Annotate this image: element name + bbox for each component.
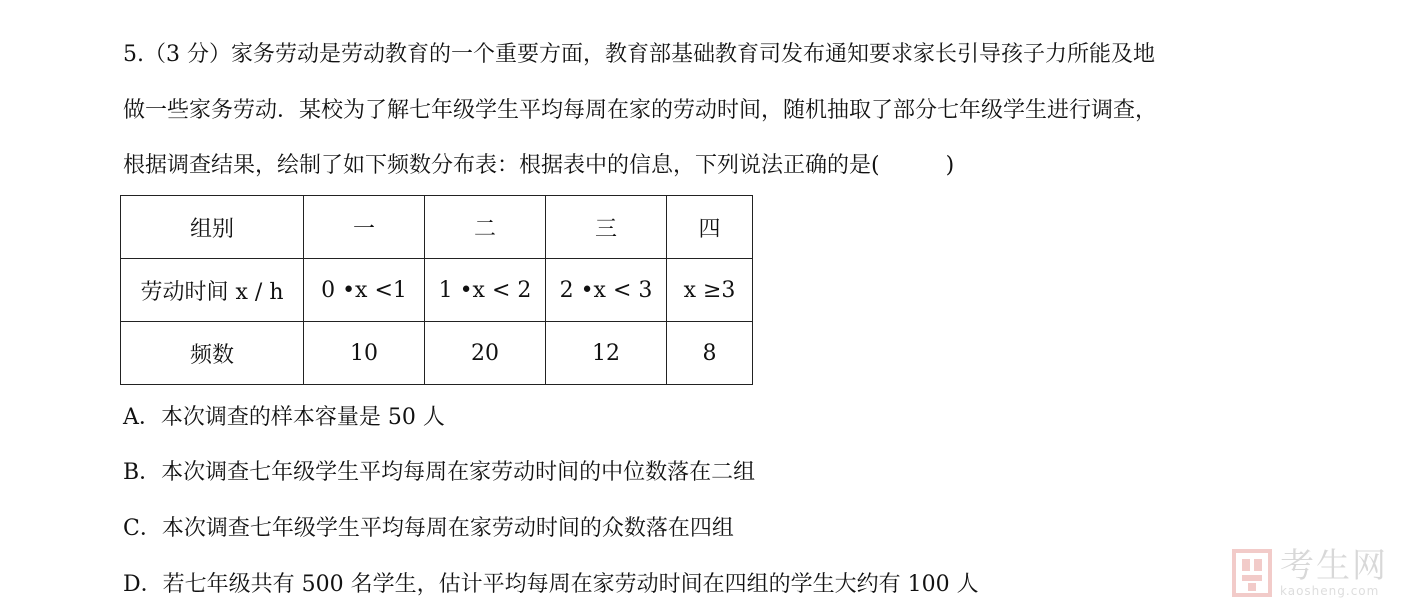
- table-cell: 12: [546, 322, 667, 385]
- table-cell: 二: [425, 196, 546, 259]
- table-cell: 劳动时间 x / h: [121, 259, 304, 322]
- question-line-1: 5.（3 分）家务劳动是劳动教育的一个重要方面，教育部基础教育司发布通知要求家长引导孩子力所能及地: [123, 42, 1155, 67]
- watermark-text: 考生网: [1280, 546, 1388, 586]
- table-cell: 0 •x <1: [304, 259, 425, 322]
- watermark: [1232, 547, 1388, 599]
- table-cell: 2 •x < 3: [546, 259, 667, 322]
- table-header-row: [121, 196, 753, 259]
- table-cell: x ≥3: [667, 259, 753, 322]
- option-a[interactable]: A．本次调查的样本容量是 50 人: [123, 405, 445, 430]
- table-cell: 组别: [121, 196, 304, 259]
- option-b[interactable]: B．本次调查七年级学生平均每周在家劳动时间的中位数落在二组: [123, 460, 756, 485]
- option-d[interactable]: D．若七年级共有 500 名学生，估计平均每周在家劳动时间在四组的学生大约有 100 人: [123, 572, 979, 597]
- question-line-2: 做一些家务劳动．某校为了解七年级学生平均每周在家的劳动时间，随机抽取了部分七年级学生进行调查，: [123, 98, 1158, 123]
- answer-paren-open: (: [871, 153, 880, 178]
- question-line-3: [123, 150, 954, 182]
- table-cell: 频数: [121, 322, 304, 385]
- answer-paren-close: ): [945, 153, 955, 178]
- table-row-time: [121, 259, 753, 322]
- watermark-domain: kaosheng.com: [1280, 584, 1380, 598]
- table-row-frequency: [121, 322, 753, 385]
- table-cell: 四: [667, 196, 753, 259]
- option-c[interactable]: C．本次调查七年级学生平均每周在家劳动时间的众数落在四组: [123, 516, 734, 541]
- table-cell: 20: [425, 322, 546, 385]
- question-line-3-text: 根据调查结果，绘制了如下频数分布表：根据表中的信息，下列说法正确的是: [123, 153, 872, 178]
- table-cell: 10: [304, 322, 425, 385]
- kaosheng-logo-icon: [1232, 549, 1272, 597]
- frequency-table: [120, 195, 753, 385]
- table-cell: 三: [546, 196, 667, 259]
- table-cell: 1 •x < 2: [425, 259, 546, 322]
- table-cell: 8: [667, 322, 753, 385]
- table-cell: 一: [304, 196, 425, 259]
